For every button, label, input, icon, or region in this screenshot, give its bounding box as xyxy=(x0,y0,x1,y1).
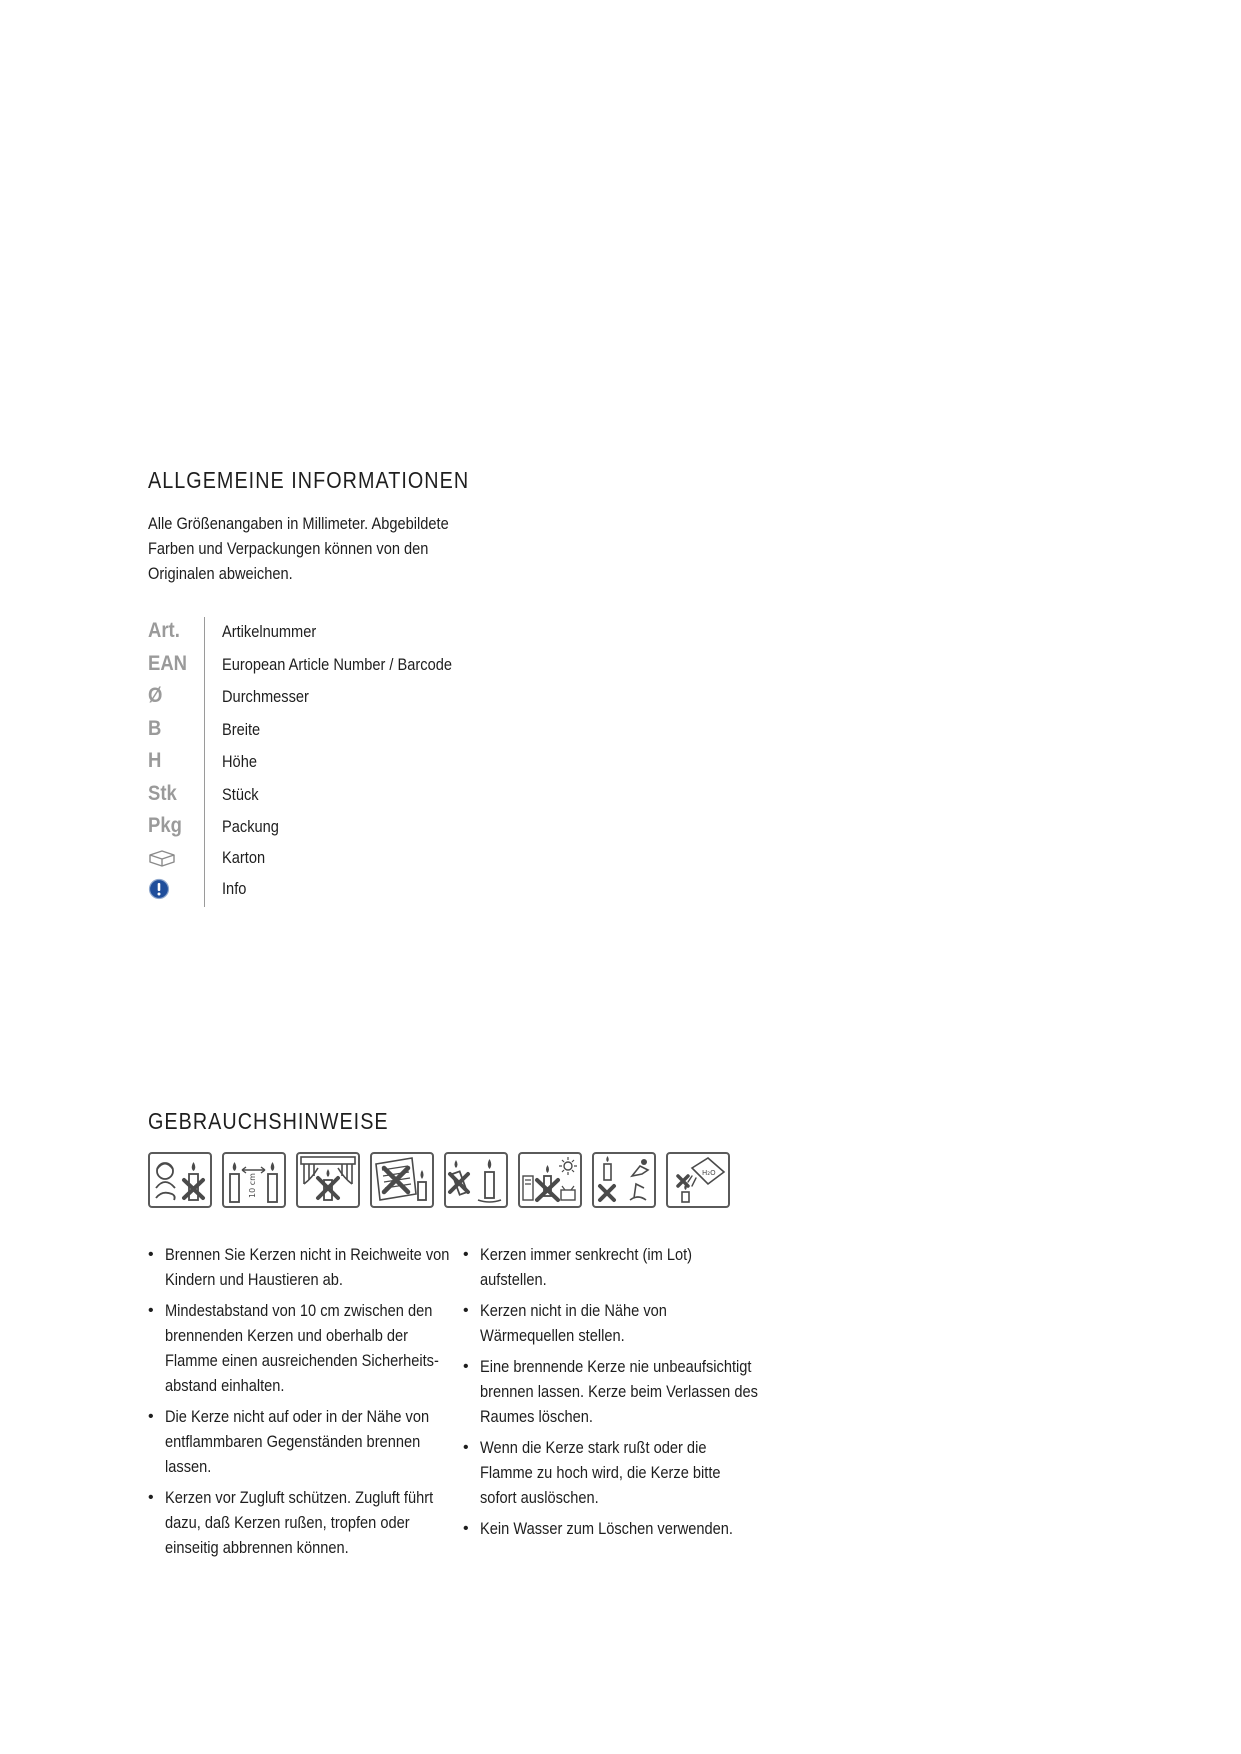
bullet: • xyxy=(148,1408,154,1425)
bullet: • xyxy=(148,1302,154,1319)
usage-list-left xyxy=(148,1242,450,1566)
no-water-extinguish-icon xyxy=(666,1152,730,1208)
legend-row-info xyxy=(148,874,608,904)
bullet-line: Mindestabstand von 10 cm zwischen den xyxy=(165,1301,433,1320)
legend-abbr: Stk xyxy=(148,781,177,805)
no-flammable-objects-icon xyxy=(370,1152,434,1208)
bullet: • xyxy=(463,1439,469,1456)
bullet-line: Kerzen nicht in die Nähe von xyxy=(480,1301,667,1320)
legend-row-ean xyxy=(148,650,608,680)
bullet-line: Eine brennende Kerze nie unbeaufsichtigt xyxy=(480,1357,752,1376)
general-info-intro xyxy=(148,511,449,586)
list-item xyxy=(463,1298,753,1348)
bullet-line: Brennen Sie Kerzen nicht in Reichweite von xyxy=(165,1245,450,1264)
curtain-no-candle-icon xyxy=(296,1152,360,1208)
legend-desc: Info xyxy=(222,879,247,898)
list-item xyxy=(148,1298,438,1398)
bullet-line: Flamme einen ausreichenden Sicherheits- xyxy=(165,1351,439,1370)
bullet-line: brennenden Kerzen und oberhalb der xyxy=(165,1326,409,1345)
intro-line: Alle Größenangaben in Millimeter. Abgebildete xyxy=(148,514,449,533)
candle-distance-icon xyxy=(222,1152,286,1208)
water-label: H₂O xyxy=(702,1169,716,1177)
legend-abbr: Ø xyxy=(148,684,163,707)
intro-line: Originalen abweichen. xyxy=(148,564,293,583)
legend-row-carton xyxy=(148,843,608,873)
list-item xyxy=(148,1242,450,1292)
legend-row-height xyxy=(148,747,608,777)
bullet: • xyxy=(148,1489,154,1506)
bullet-line: Wärmequellen stellen. xyxy=(480,1326,625,1345)
heat-source-no-candle-icon xyxy=(518,1152,582,1208)
legend-desc: Höhe xyxy=(222,752,257,771)
bullet-line: Wenn die Kerze stark rußt oder die xyxy=(480,1438,707,1457)
general-info-title: ALLGEMEINE INFORMATIONEN xyxy=(148,467,470,493)
bullet: • xyxy=(463,1520,469,1537)
bullet: • xyxy=(463,1358,469,1375)
legend-abbr: Art. xyxy=(148,619,180,642)
carton-box-icon xyxy=(148,847,176,874)
legend-desc: Breite xyxy=(222,719,261,739)
list-item xyxy=(148,1404,438,1479)
bullet-line: Die Kerze nicht auf oder in der Nähe von xyxy=(165,1407,430,1426)
candle-upright-icon xyxy=(444,1152,508,1208)
bullet-line: brennen lassen. Kerze beim Verlassen des xyxy=(480,1382,758,1401)
bullet-line: entflammbaren Gegenständen brennen xyxy=(165,1432,421,1451)
bullet-line: abstand einhalten. xyxy=(165,1376,285,1395)
bullet-line: Kein Wasser zum Löschen verwenden. xyxy=(480,1519,734,1538)
bullet-line: Raumes löschen. xyxy=(480,1407,593,1426)
usage-list-right xyxy=(463,1242,758,1547)
legend-abbr: EAN xyxy=(148,651,188,675)
unattended-candle-icon xyxy=(592,1152,656,1208)
legend-desc: European Article Number / Barcode xyxy=(222,654,452,674)
legend-row-diameter xyxy=(148,682,608,712)
bullet: • xyxy=(148,1246,154,1263)
bullet-line: Kerzen vor Zugluft schützen. Zugluft führt xyxy=(165,1488,434,1507)
legend-row-art xyxy=(148,617,608,647)
info-exclamation-icon xyxy=(148,878,172,907)
abbreviation-legend xyxy=(148,617,608,907)
bullet-line: Kindern und Haustieren ab. xyxy=(165,1270,344,1289)
legend-abbr: B xyxy=(148,716,162,740)
legend-desc: Stück xyxy=(222,784,259,804)
intro-line: Farben und Verpackungen können von den xyxy=(148,539,429,558)
list-item xyxy=(463,1242,753,1292)
bullet-line: dazu, daß Kerzen rußen, tropfen oder xyxy=(165,1513,410,1532)
legend-row-width xyxy=(148,715,608,745)
list-item xyxy=(148,1485,438,1560)
bullet: • xyxy=(463,1302,469,1319)
bullet: • xyxy=(463,1246,469,1263)
list-item xyxy=(463,1516,753,1541)
legend-row-piece xyxy=(148,780,608,810)
legend-row-package xyxy=(148,812,608,842)
bullet-line: Kerzen immer senkrecht (im Lot) xyxy=(480,1245,693,1264)
bullet-line: einseitig abbrennen können. xyxy=(165,1538,349,1557)
bullet-line: sofort auslöschen. xyxy=(480,1488,599,1507)
distance-label: 10 cm xyxy=(248,1173,257,1198)
bullet-line: lassen. xyxy=(165,1457,212,1476)
legend-desc: Karton xyxy=(222,848,266,867)
bullet-line: Flamme zu hoch wird, die Kerze bitte xyxy=(480,1463,721,1482)
legend-desc: Durchmesser xyxy=(222,687,309,706)
legend-desc: Packung xyxy=(222,817,279,836)
legend-abbr: Pkg xyxy=(148,814,182,837)
child-pet-no-candle-icon xyxy=(148,1152,212,1208)
usage-title: GEBRAUCHSHINWEISE xyxy=(148,1108,389,1134)
bullet-line: aufstellen. xyxy=(480,1270,547,1289)
legend-desc: Artikelnummer xyxy=(222,622,317,641)
legend-abbr: H xyxy=(148,749,162,772)
list-item xyxy=(463,1354,758,1429)
list-item xyxy=(463,1435,753,1510)
